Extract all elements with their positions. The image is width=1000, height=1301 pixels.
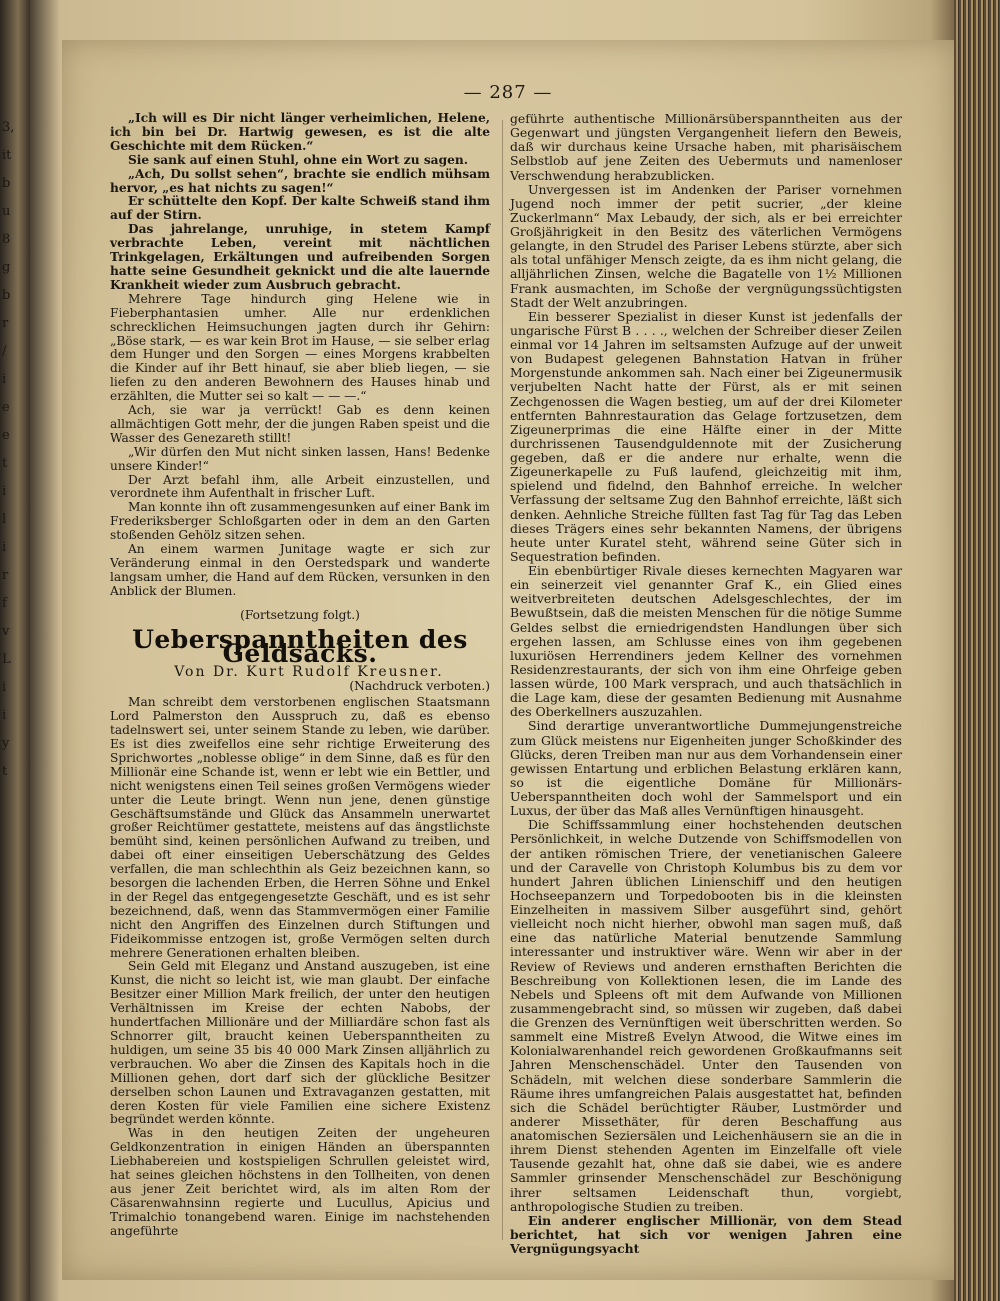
margin-fragment: f: [2, 596, 7, 611]
paragraph: Ein anderer englischer Millionär, von dem Stead berichtet, hat sich vor wenigen Jahren eine Vergnügungsyacht: [510, 1212, 902, 1256]
margin-fragment: b: [2, 176, 11, 191]
right-column: [510, 112, 902, 1256]
margin-fragment: v: [2, 624, 10, 639]
margin-fragment: 3,: [2, 120, 15, 135]
paragraph: Die Schiffssammlung einer hochstehenden deutschen Persönlichkeit, in welche Dutzende von Schiffsmodellen von der antiken römischen Triere, der venetianischen Galeere und der Caravelle von Christoph Kolumbus bis zu dem vor hundert Jahren üblichen Linienschiff und den heutigen Hochseepanzern und Torpedobooten bis in die kleinsten Einzelheiten in massivem Silber ausgeführt sind, gehört vielleicht noch nicht hierher, obwohl man sagen muß, daß eine das natürliche Material benutzende Sammlung interessanter und instruktiver wäre. Wenn wir aber in der Review of Reviews und anderen ernsthaften Berichten die Beschreibung von Kollektionen lesen, die im Lande des Nebels und Spleens oft mit dem Aufwande von Millionen zusammengebracht sind, so müssen wir zugeben, daß dabei die Grenzen des Vernünftigen weit überschritten werden. So sammelt eine Mistreß Evelyn Atwood, die Witwe eines im Kolonialwarenhandel reich gewordenen Großkaufmanns seit Jahren Menschenschädel. Unter den Tausenden von Schädeln, mit welchen diese sonderbare Sammlerin die Räume ihres umfangreichen Palais ausgestattet hat, befinden sich die Schädel berüchtigter Räuber, Lustmörder und anderer Missethäter, für deren Beschaffung aus anatomischen Seziersälen und Leichenhäusern sie an die in ihrem Dienst stehenden Agenten im Einzelfalle oft viele Tausende gezahlt hat, ohne daß sie dabei, wie es andere Sammler grinsender Menschenschädel zur Beschönigung ihrer seltsamen Leidenschaft thun, vorgiebt, anthropologische Studien zu treiben.: [510, 817, 902, 1214]
margin-fragment: l: [2, 512, 7, 527]
left-column: [110, 112, 490, 1239]
column-rule: [502, 120, 503, 1240]
margin-fragment: t: [2, 764, 8, 779]
paragraph: Sein Geld mit Eleganz und Anstand auszugeben, ist eine Kunst, die nicht so leicht ist, wie man glaubt. Der einfache Besitzer einer Million Mark freilich, der unter den heutigen Verhältnissen im Kreise der echten Nabobs, der hundertfachen Millionäre und der Milliardäre schon fast als Schnorrer gilt, braucht keinen Ueberspanntheiten zu huldigen, um seine 35 bis 40 000 Mark Zinsen alljährlich zu verbrauchen. Wo aber die Zinsen des Kapitals hoch in die Millionen gehen, dort darf sich der glückliche Besitzer derselben schon Launen und Extravaganzen gestatten, mit deren Kosten für viele Familien eine sichere Existenz begründet werden könnte.: [110, 959, 490, 1127]
paragraph: Das jahrelange, unruhige, in stetem Kampf verbrachte Leben, vereint mit nächtlichen Trinkgelagen, Erkältungen und aufreibenden Sorgen hatte seine Gesundheit geknickt und die alte lauernde Krankheit wieder zum Ausbruch gebracht.: [110, 222, 490, 292]
paragraph: An einem warmen Junitage wagte er sich zur Veränderung einmal in den Oerstedspark und wanderte langsam umher, die Hand auf dem Rücken, versunken in den Anblick der Blumen.: [110, 542, 490, 598]
paragraph: Unvergessen ist im Andenken der Pariser vornehmen Jugend noch immer der petit sucrier, „der kleine Zuckerlmann“ Max Lebaudy, der sich, als er bei erreichter Großjährigkeit in den Besitz des väterlichen Vermögens gelangte, in den Strudel des Pariser Lebens stürzte, aber sich als total unfähiger Mensch zeigte, da es ihm nicht gelang, die alljährlichen Zinsen, welche die Bagatelle von 1½ Millionen Frank ausmachten, im Schoße der vergnügungssüchtigsten Stadt der Welt anzubringen.: [510, 181, 902, 310]
paragraph: Sind derartige unverantwortliche Dummejungenstreiche zum Glück meistens nur Eigenheiten junger Schoßkinder des Glücks, deren Treiben man nur aus dem Vorhandensein einer gewissen Entartung und erblichen Belastung erklären kann, so ist die eigentliche Domäne für Millionärs-Ueberspanntheiten doch wohl der Sammelsport und ein Luxus, der über das Maß alles Vernünftigen hinausgeht.: [510, 718, 902, 819]
article-title: Ueberspanntheiten des Geldsacks.: [132, 624, 468, 668]
continuation-note: (Fortsetzung folgt.): [240, 607, 360, 622]
margin-fragment: i: [2, 708, 7, 723]
paragraph: Ein ebenbürtiger Rivale dieses kernechten Magyaren war ein seinerzeit viel genannter Graf K., ein Glied eines weitverbreiteten deutschen Adelsgeschlechtes, der im Bewußtsein, daß die meisten Menschen für die nötige Summe Geldes selbst die erniedrigendsten Handlungen über sich ergehen lassen, am Schlusse eines von ihm gegebenen luxuriösen Herrendiners jedem Kellner des vornehmen Residenzrestaurants, der sich von ihm eine Ohrfeige geben lassen würde, 100 Mark versprach, und auch thatsächlich in die Lage kam, diese der gesamten Bedienung mit Ausnahme des Oberkellners auszuzahlen.: [510, 563, 902, 720]
paragraph: Man schreibt dem verstorbenen englischen Staatsmann Lord Palmerston den Ausspruch zu, daß es ebenso tadelnswert sei, unter seinem Stande zu leben, wie darüber. Es ist dies zweifellos eine sehr richtige Erweiterung des Sprichwortes „noblesse oblige“ in dem Sinne, daß es für den Millionär eine Schande ist, wenn er lebt wie ein Bettler, und nicht wenigstens einen Teil seines großen Vermögens wieder unter die Leute bringt. Wenn nun jene, denen günstige Geschäftsumstände und Glück das Ansammeln unerwartet großer Reichtümer gestattete, meistens auf das ängstlichste bemüht sind, keinen persönlichen Aufwand zu treiben, und dabei oft einer einseitigen Ueberschätzung des Geldes verfallen, die man schlechthin als Geiz bezeichnen kann, so besorgen die lachenden Erben, die Herren Söhne und Enkel in der Regel das entgegengesetzte Geschäft, und es ist sehr bezeichnend, daß, wenn das Stammvermögen einer Familie nicht den Angriffen des Einzelnen durch Stiftungen und Fideikommisse entzogen ist, große Vermögen selten durch mehrere Generationen erhalten bleiben.: [110, 695, 490, 960]
margin-fragment: /: [2, 344, 7, 359]
margin-fragment: i: [2, 484, 7, 499]
margin-fragment: b: [2, 288, 11, 303]
paragraph: Der Arzt befahl ihm, alle Arbeit einzustellen, und verordnete ihm Aufenthalt in frischer Luft.: [110, 472, 490, 501]
margin-fragment: it: [2, 148, 12, 163]
margin-fragment: r: [2, 316, 9, 331]
paragraph: Ein besserer Spezialist in dieser Kunst ist jedenfalls der ungarische Fürst B . . . ., welchen der Schreiber dieser Zeilen einmal vor 14 Jahren im seltsamsten Aufzuge auf der unweit von Budapest gelegenen Bahnstation Hatvan in früher Morgenstunde ankommen sah. Nach einer bei Zigeunermusik verjubelten Nacht hatte der Fürst, als er mit seinen Zechgenossen die Wagen bestieg, um auf der drei Kilometer entfernten Bahnrestauration das Gelage fortzusetzen, dem Zigeunerprimas die eine Hälfte einer in der Mitte durchrissenen Tausendguldennote mit der Zusicherung gegeben, daß er die andere nur erhalte, wenn die Zigeunerkapelle zu Fuß laufend, gleichzeitig mit ihm, spielend und fidelnd, den Bahnhof erreiche. In welcher Verfassung der seltsame Zug den Bahnhof erreichte, läßt sich denken. Aehnliche Streiche füllten fast Tag für Tag das Leben dieses Trägers eines sehr bekannten Namens, der übrigens heute unter Kuratel steht, während seine Güter sich in Sequestration befinden.: [510, 308, 902, 564]
previous-page-edge: [0, 0, 30, 1301]
article-body-left: [110, 696, 490, 1238]
margin-fragment: g: [2, 260, 11, 275]
paragraph: „Ich will es Dir nicht länger verheimlichen, Helene, ich bin bei Dr. Hartwig gewesen, es ist die alte Geschichte mit dem Rücken.“: [110, 111, 490, 153]
reprint-note: (Nachdruck verboten.): [349, 679, 490, 694]
book-fore-edge: [954, 0, 1000, 1301]
margin-fragment: y: [2, 736, 10, 751]
margin-fragment: e: [2, 400, 10, 415]
paragraph: Man konnte ihn oft zusammengesunken auf einer Bank im Frederiksberger Schloßgarten oder in dem an den Garten stoßenden Gehölz sitzen sehen.: [110, 500, 490, 543]
newspaper-page: [62, 40, 954, 1280]
paragraph: Ach, sie war ja verrückt! Gab es denn keinen allmächtigen Gott mehr, der die jungen Raben speist und die Wasser des Genezareth stillt!: [110, 403, 490, 445]
margin-fragment: u: [2, 204, 11, 219]
paragraph: Was in den heutigen Zeiten der ungeheuren Geldkonzentration in einigen Händen an überspannten Liebhabereien und kostspieligen Schrullen geleistet wird, hat seines gleichen höchstens in den Tollheiten, von denen aus jener Zeit berichtet wird, als im alten Rom der Cäsarenwahnsinn regierte und Lucullus, Apicius und Trimalchio tonangebend waren. Einige im nachstehenden angeführte: [110, 1126, 490, 1238]
margin-fragment: r: [2, 568, 9, 583]
margin-fragment: e: [2, 428, 10, 443]
margin-fragment: 8: [2, 232, 11, 247]
paragraph: Er schüttelte den Kopf. Der kalte Schweiß stand ihm auf der Stirn.: [110, 194, 490, 223]
margin-fragment: t: [2, 456, 8, 471]
paragraph: Sie sank auf einen Stuhl, ohne ein Wort zu sagen.: [128, 152, 468, 167]
page-number: — 287 —: [463, 82, 553, 103]
margin-fragment: i: [2, 540, 7, 555]
article-byline: Von Dr. Kurt Rudolf Kreusner.: [174, 664, 444, 681]
margin-fragment: i: [2, 680, 7, 695]
margin-fragment: i: [2, 372, 7, 387]
paragraph: Mehrere Tage hindurch ging Helene wie in Fieberphantasien umher. Alle nur erdenklichen schrecklichen Heimsuchungen jagten durch ihr Gehirn: „Böse stark, — es war kein Brot im Hause, — sie selber erlag dem Hunger und den Sorgen — eines Morgens krabbelten die Kinder auf ihr Bett hinauf, sie aber blieb liegen, — sie liefen zu den anderen Bewohnern des Hauses hinab und erzählten, die Mutter sei so kalt — — —.“: [110, 291, 490, 404]
paragraph: geführte authentische Millionärsüberspanntheiten aus der Gegenwart und jüngsten Vergangenheit liefern den Beweis, daß wir durchaus keine Ursache haben, mit pharisäischem Selbstlob auf jene Zeiten des Uebermuts und namenloser Verschwendung herabzublicken.: [510, 111, 902, 183]
story-continuation-text: [110, 112, 490, 599]
paragraph: „Ach, Du sollst sehen“, brachte sie endlich mühsam hervor, „es hat nichts zu sagen!“: [110, 166, 490, 195]
paragraph: „Wir dürfen den Mut nicht sinken lassen, Hans! Bedenke unsere Kinder!“: [110, 444, 490, 473]
margin-fragment: L: [2, 652, 11, 667]
